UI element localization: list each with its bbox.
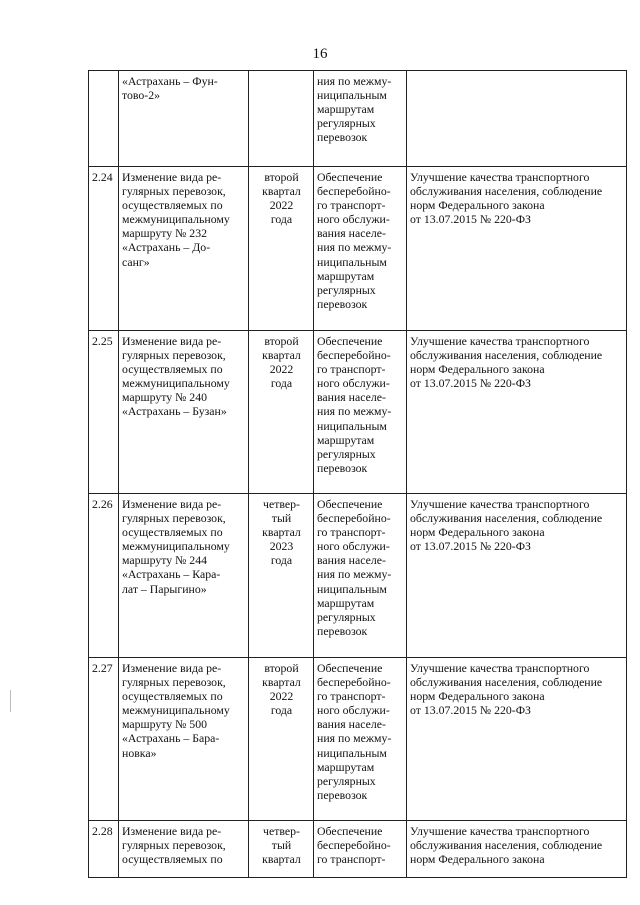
- measure-name: Изменение вида ре- гулярных перевозок, осуществляемых по межмуниципальному маршруту № 244 «Астрахань – Кара- лат – Парыгино»: [119, 494, 249, 658]
- measure-period: четвер- тый квартал 2023 года: [249, 494, 314, 658]
- measure-period: [249, 71, 314, 167]
- row-number: 2.27: [89, 658, 119, 821]
- measure-period: второй квартал 2022 года: [249, 167, 314, 331]
- table-row: [89, 71, 627, 167]
- measure-result: Улучшение качества транспортного обслуживания населения, соблюдение норм Федерального закона от 13.07.2015 № 220-ФЗ: [407, 167, 627, 331]
- row-number: 2.28: [89, 821, 119, 878]
- table-row: [89, 658, 627, 821]
- measure-goal: Обеспечение бесперебойно- го транспорт- ного обслужи- вания населе- ния по межму- ниципальным маршрутам регулярных перевозок: [314, 494, 407, 658]
- row-number: 2.26: [89, 494, 119, 658]
- measure-name: Изменение вида ре- гулярных перевозок, осуществляемых по межмуниципальному маршруту № 232 «Астрахань – До- санг»: [119, 167, 249, 331]
- table-row: [89, 821, 627, 878]
- measure-result: Улучшение качества транспортного обслуживания населения, соблюдение норм Федерального закона от 13.07.2015 № 220-ФЗ: [407, 658, 627, 821]
- row-number: 2.25: [89, 331, 119, 494]
- measure-result: [407, 71, 627, 167]
- measure-name: Изменение вида ре- гулярных перевозок, осуществляемых по: [119, 821, 249, 878]
- row-number: [89, 71, 119, 167]
- measure-goal: Обеспечение бесперебойно- го транспорт- ного обслужи- вания населе- ния по межму- ниципальным маршрутам регулярных перевозок: [314, 331, 407, 494]
- page-number: 16: [312, 46, 328, 62]
- row-number: 2.24: [89, 167, 119, 331]
- measures-table: [88, 70, 627, 878]
- measure-goal: Обеспечение бесперебойно- го транспорт- ного обслужи- вания населе- ния по межму- ниципальным маршрутам регулярных перевозок: [314, 658, 407, 821]
- measure-name: Изменение вида ре- гулярных перевозок, осуществляемых по межмуниципальному маршруту № 240 «Астрахань – Бузан»: [119, 331, 249, 494]
- scan-margin-mark: [10, 690, 11, 712]
- measure-goal: ния по межму- ниципальным маршрутам регулярных перевозок: [314, 71, 407, 167]
- measure-name: «Астрахань – Фун- тово-2»: [119, 71, 249, 167]
- measure-goal: Обеспечение бесперебойно- го транспорт-: [314, 821, 407, 878]
- measure-name: Изменение вида ре- гулярных перевозок, осуществляемых по межмуниципальному маршруту № 500 «Астрахань – Бара- новка»: [119, 658, 249, 821]
- measure-result: Улучшение качества транспортного обслуживания населения, соблюдение норм Федерального закона от 13.07.2015 № 220-ФЗ: [407, 331, 627, 494]
- measure-goal: Обеспечение бесперебойно- го транспорт- ного обслужи- вания населе- ния по межму- ниципальным маршрутам регулярных перевозок: [314, 167, 407, 331]
- measure-result: Улучшение качества транспортного обслуживания населения, соблюдение норм Федерального закона: [407, 821, 627, 878]
- table-row: [89, 331, 627, 494]
- table-row: [89, 494, 627, 658]
- measure-period: четвер- тый квартал: [249, 821, 314, 878]
- measure-period: второй квартал 2022 года: [249, 658, 314, 821]
- table-row: [89, 167, 627, 331]
- measure-result: Улучшение качества транспортного обслуживания населения, соблюдение норм Федерального закона от 13.07.2015 № 220-ФЗ: [407, 494, 627, 658]
- measure-period: второй квартал 2022 года: [249, 331, 314, 494]
